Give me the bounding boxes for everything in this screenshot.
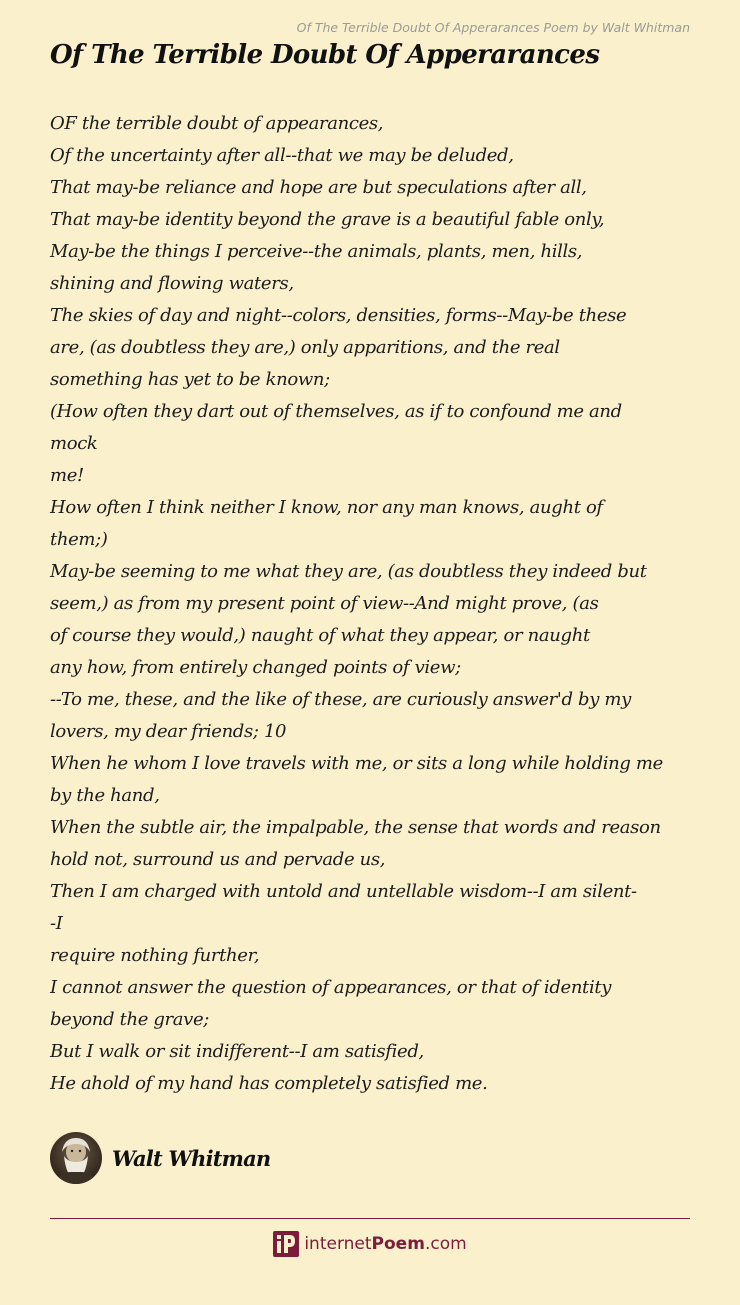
poem-line: shining and flowing waters, [50, 273, 294, 294]
poem-line: lovers, my dear friends; 10 [50, 721, 287, 742]
poem-line: hold not, surround us and pervade us, [50, 849, 386, 870]
poem-line: --To me, these, and the like of these, are curiously answer'd by my [50, 689, 631, 710]
poem-line: He ahold of my hand has completely satisfied me. [50, 1073, 488, 1094]
site-name-part-internet: internet [304, 1234, 372, 1254]
poem-line: The skies of day and night--colors, densities, forms--May-be these [50, 305, 627, 326]
poem-line: I cannot answer the question of appearances, or that of identity [50, 977, 612, 998]
poem-line: (How often they dart out of themselves, as if to confound me and [50, 401, 622, 422]
author-portrait-icon [50, 1132, 102, 1184]
poem-line: any how, from entirely changed points of view; [50, 657, 461, 678]
site-footer-link[interactable] [0, 1231, 740, 1257]
poem-line: mock [50, 433, 98, 454]
poem-line: When the subtle air, the impalpable, the sense that words and reason [50, 817, 661, 838]
footer-divider [50, 1218, 690, 1219]
poem-line: of course they would,) naught of what they appear, or naught [50, 625, 590, 646]
poem-line: That may-be reliance and hope are but speculations after all, [50, 177, 587, 198]
poem-line: May-be seeming to me what they are, (as doubtless they indeed but [50, 561, 647, 582]
author-name-link[interactable]: Walt Whitman [112, 1145, 271, 1171]
poem-title: Of The Terrible Doubt Of Apperarances [50, 40, 600, 70]
poem-line: That may-be identity beyond the grave is a beautiful fable only, [50, 209, 605, 230]
poem-line: by the hand, [50, 785, 160, 806]
poem-line: something has yet to be known; [50, 369, 330, 390]
header-caption: Of The Terrible Doubt Of Apperarances Poem by Walt Whitman [296, 20, 690, 35]
poem-line: How often I think neither I know, nor any man knows, aught of [50, 497, 603, 518]
poem-line: them;) [50, 529, 108, 550]
poem-line: seem,) as from my present point of view--And might prove, (as [50, 593, 599, 614]
poem-line: require nothing further, [50, 945, 260, 966]
poem-line: May-be the things I perceive--the animals, plants, men, hills, [50, 241, 583, 262]
poem-line: me! [50, 465, 84, 486]
poem-line: -I [50, 913, 63, 934]
poem-line: are, (as doubtless they are,) only apparitions, and the real [50, 337, 560, 358]
site-name-part-poem: Poem [371, 1234, 425, 1254]
poem-body [50, 108, 695, 1100]
poem-line: OF the terrible doubt of appearances, [50, 113, 384, 134]
site-name-part-com: .com [424, 1234, 467, 1254]
author-block[interactable] [50, 1132, 270, 1184]
poem-line: Then I am charged with untold and untellable wisdom--I am silent- [50, 881, 637, 902]
poem-line: Of the uncertainty after all--that we may be deluded, [50, 145, 514, 166]
poem-line: When he whom I love travels with me, or sits a long while holding me [50, 753, 663, 774]
poem-line: beyond the grave; [50, 1009, 210, 1030]
poem-line: But I walk or sit indifferent--I am satisfied, [50, 1041, 424, 1062]
author-avatar[interactable] [50, 1132, 102, 1184]
ip-logo-icon [273, 1231, 299, 1257]
site-name [304, 1234, 466, 1254]
